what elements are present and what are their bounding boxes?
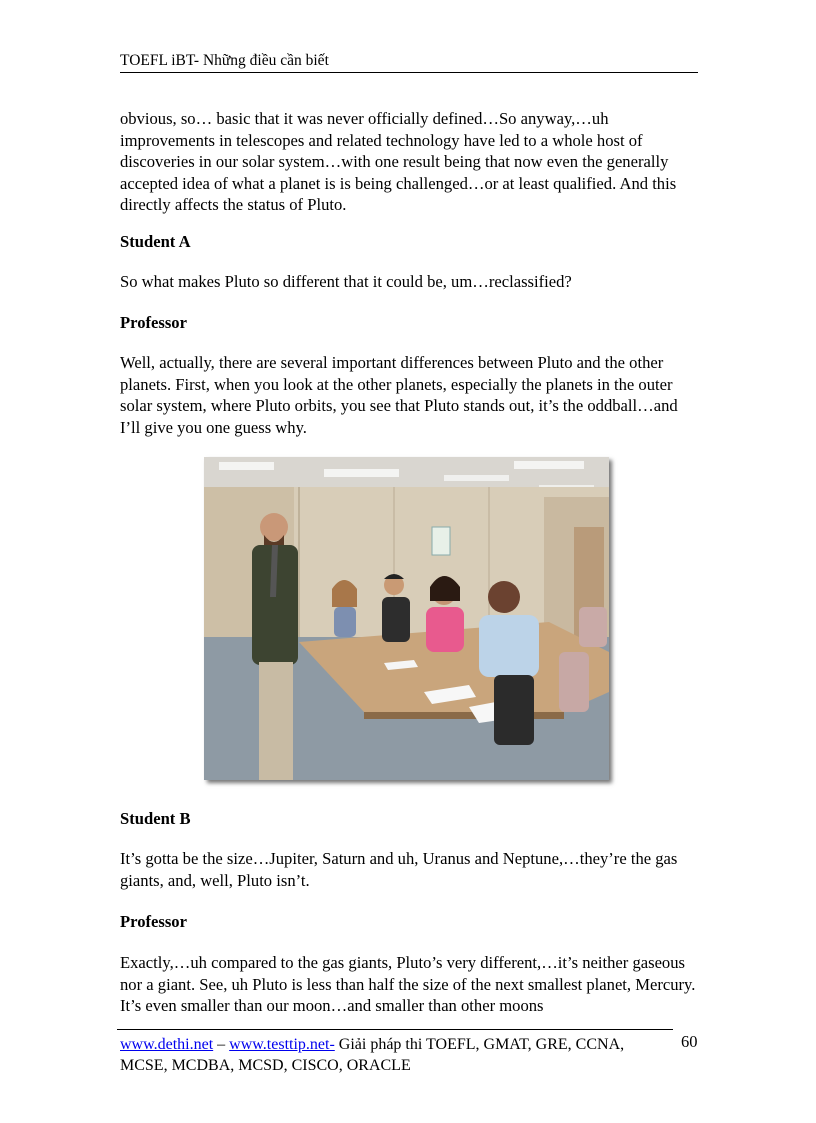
speaker-professor-2: Professor [120,912,187,931]
paragraph-intro: obvious, so… basic that it was never officially defined…So anyway,…uh improvements in telescopes and related technology have led to a whole host of discoveries in our solar system…with one result being that now even the generally accepted idea of what a planet is is being challenged…or at least qualified. And this directly affects the status of Pluto. [120,109,677,215]
speaker-student-a: Student A [120,232,191,251]
footer-separator: – [213,1036,230,1053]
paragraph-student-a: So what makes Pluto so different that it could be, um…reclassified? [120,272,572,291]
header-title: TOEFL iBT- Những điều cần biết [120,52,329,69]
page-number: 60 [681,1032,698,1051]
speaker-professor-1: Professor [120,313,187,332]
paragraph-professor-2: Exactly,…uh compared to the gas giants, Pluto’s very different,…it’s neither gaseous nor a giant. See, uh Pluto is less than half the size of the next smallest planet, Mercury. It’s even smaller than our moon…and smaller than other moons [120,953,696,1016]
paragraph-professor-1: Well, actually, there are several important differences between Pluto and the other planets. First, when you look at the other planets, especially the planets in the outer solar system, where Pluto orbits, you see that Pluto stands out, it’s the oddball…and I’ll give you one guess why. [120,353,678,437]
footer-link-testtip[interactable]: www.testtip.net- [229,1036,335,1053]
footer-divider [117,1029,673,1030]
paragraph-student-b: It’s gotta be the size…Jupiter, Saturn and uh, Uranus and Neptune,…they’re the gas giants, and, well, Pluto isn’t. [120,849,678,890]
classroom-photo [204,457,609,780]
footer-link-dethi[interactable]: www.dethi.net [120,1036,214,1053]
footer [120,1034,660,1076]
footer-text: Giải pháp thi TOEFL, GMAT, GRE, CCNA, MCSE, MCDBA, MCSD, CISCO, ORACLE [120,1036,625,1074]
speaker-student-b: Student B [120,809,191,828]
running-header [120,52,698,73]
